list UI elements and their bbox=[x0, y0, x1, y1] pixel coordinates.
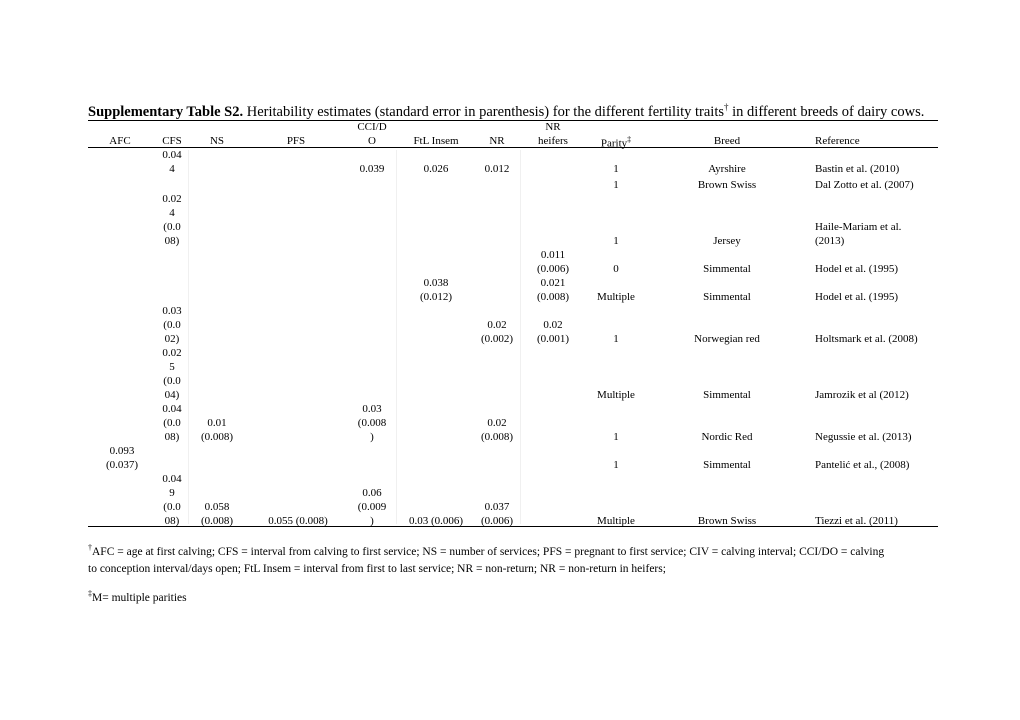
r10-ccido bbox=[348, 486, 396, 528]
caption-dagger: † bbox=[724, 102, 729, 113]
r5-ftl bbox=[405, 276, 467, 304]
r5-parity: Multiple bbox=[597, 291, 635, 303]
cell-line: Haile-Mariam et al. bbox=[815, 221, 902, 233]
cell-line: (0.037) bbox=[105, 459, 139, 471]
r10-cfs bbox=[155, 472, 189, 528]
cell-line: 0.02 bbox=[487, 319, 507, 331]
r3-breed: Jersey bbox=[713, 235, 741, 247]
header-nr-heifers bbox=[525, 120, 581, 148]
r8-cfs bbox=[155, 402, 189, 444]
header-pfs: PFS bbox=[286, 135, 306, 147]
r8-ns bbox=[195, 416, 239, 444]
r5-reference: Hodel et al. (1995) bbox=[815, 291, 899, 303]
r7-cfs bbox=[155, 346, 189, 402]
r1-ftl: 0.026 bbox=[423, 163, 449, 175]
cell-line: (0.008 bbox=[357, 417, 387, 429]
cell-line: 9 bbox=[169, 487, 175, 499]
r8-reference: Negussie et al. (2013) bbox=[815, 431, 912, 443]
footnote-parity-text: M= multiple parities bbox=[92, 592, 187, 604]
cell-line: 0.04 bbox=[162, 473, 182, 485]
header-ccido-line2: O bbox=[368, 135, 376, 147]
r8-nr bbox=[475, 416, 519, 444]
caption-text-end: in different breeds of dairy cows. bbox=[728, 104, 925, 120]
r1-parity: 1 bbox=[613, 163, 619, 175]
cell-line: (0.0 bbox=[163, 221, 181, 233]
caption-text: Heritability estimates (standard error in parenthesis) for the different fertility traits bbox=[243, 104, 725, 120]
r8-parity: 1 bbox=[613, 431, 619, 443]
cell-line: (0.006) bbox=[480, 515, 514, 527]
footnote-dagger: † bbox=[88, 543, 92, 553]
cell-line: (0.008) bbox=[536, 291, 570, 303]
header-nr-heifers-line2: heifers bbox=[538, 135, 568, 147]
cell-line: 08) bbox=[164, 515, 180, 527]
r3-reference bbox=[815, 220, 945, 248]
r6-breed: Norwegian red bbox=[694, 333, 760, 345]
r4-nr-heifers bbox=[525, 248, 581, 276]
cell-line: (0.009 bbox=[357, 501, 387, 513]
cell-line: (2013) bbox=[815, 235, 845, 247]
header-ccido bbox=[348, 120, 396, 148]
header-parity-label: Parity bbox=[600, 137, 628, 150]
r6-nr bbox=[475, 318, 519, 346]
cell-line: ) bbox=[370, 431, 374, 443]
grid-line bbox=[520, 150, 521, 524]
cell-line: 4 bbox=[169, 163, 175, 175]
r1-breed: Ayrshire bbox=[708, 163, 746, 175]
r2-parity: 1 bbox=[613, 179, 619, 191]
cell-line: 08) bbox=[164, 235, 180, 247]
top-rule bbox=[88, 120, 938, 121]
r1-cfs bbox=[155, 148, 189, 176]
header-afc: AFC bbox=[109, 135, 131, 147]
cell-line: 0.03 bbox=[362, 403, 382, 415]
r1-ccido: 0.039 bbox=[359, 163, 385, 175]
header-cfs: CFS bbox=[162, 135, 182, 147]
cell-line: ) bbox=[370, 515, 374, 527]
r5-breed: Simmental bbox=[703, 291, 751, 303]
header-ccido-line1: CCI/D bbox=[357, 121, 387, 133]
r9-reference: Pantelić et al., (2008) bbox=[815, 459, 910, 471]
cell-line: 0.01 bbox=[207, 417, 227, 429]
cell-line: 02) bbox=[164, 333, 180, 345]
cell-line: 0.03 bbox=[162, 305, 182, 317]
r7-reference: Jamrozik et al (2012) bbox=[815, 389, 909, 401]
header-breed: Breed bbox=[713, 135, 741, 147]
r8-breed: Nordic Red bbox=[701, 431, 753, 443]
r7-parity: Multiple bbox=[597, 389, 635, 401]
cell-line: (0.0 bbox=[163, 501, 181, 513]
footnote-text-2: to conception interval/days open; FtL Insem = interval from first to last service; NR = non-return; NR = non-return in heifers; bbox=[88, 563, 666, 575]
header-nr: NR bbox=[489, 135, 505, 147]
r6-cfs bbox=[155, 304, 189, 346]
header-ns: NS bbox=[209, 135, 225, 147]
cell-line: (0.002) bbox=[480, 333, 514, 345]
r10-ns bbox=[195, 500, 239, 528]
r10-ftl: 0.03 (0.006) bbox=[408, 515, 464, 527]
cell-line: 08) bbox=[164, 431, 180, 443]
r10-pfs: 0.055 (0.008) bbox=[268, 515, 328, 527]
footnote-ddagger: ‡ bbox=[88, 589, 92, 599]
r2-reference: Dal Zotto et al. (2007) bbox=[815, 179, 914, 191]
r6-nr-heifers bbox=[525, 318, 581, 346]
r3-cfs bbox=[155, 192, 189, 248]
cell-line: 04) bbox=[164, 389, 180, 401]
r6-reference: Holtsmark et al. (2008) bbox=[815, 333, 918, 345]
header-parity bbox=[590, 133, 642, 151]
caption-label: Supplementary Table S2. bbox=[88, 104, 244, 120]
r10-reference: Tiezzi et al. (2011) bbox=[815, 515, 898, 527]
footnote-parity bbox=[88, 590, 948, 607]
r8-ccido bbox=[348, 402, 396, 444]
cell-line: (0.0 bbox=[163, 319, 181, 331]
cell-line: (0.001) bbox=[536, 333, 570, 345]
cell-line: 0.04 bbox=[162, 403, 182, 415]
cell-line: (0.012) bbox=[419, 291, 453, 303]
cell-line: (0.008) bbox=[200, 431, 234, 443]
r5-nr-heifers bbox=[525, 276, 581, 304]
cell-line: 0.02 bbox=[487, 417, 507, 429]
r4-breed: Simmental bbox=[703, 263, 751, 275]
r1-nr: 0.012 bbox=[484, 163, 510, 175]
r7-breed: Simmental bbox=[703, 389, 751, 401]
footnote-abbreviations bbox=[88, 544, 948, 578]
cell-line: (0.006) bbox=[536, 263, 570, 275]
cell-line: 0.093 bbox=[109, 445, 135, 457]
r6-parity: 1 bbox=[613, 333, 619, 345]
table-caption bbox=[88, 104, 948, 121]
cell-line: (0.0 bbox=[163, 417, 181, 429]
r10-parity: Multiple bbox=[597, 515, 635, 527]
cell-line: 0.04 bbox=[162, 149, 182, 161]
cell-line: 0.037 bbox=[484, 501, 510, 513]
header-reference: Reference bbox=[815, 135, 860, 147]
header-nr-heifers-line1: NR bbox=[545, 121, 561, 133]
r9-afc bbox=[98, 444, 146, 472]
cell-line: 5 bbox=[169, 361, 175, 373]
grid-line bbox=[396, 150, 397, 524]
header-parity-mark: ‡ bbox=[627, 135, 632, 144]
cell-line: 0.06 bbox=[362, 487, 382, 499]
footnote-line1 bbox=[88, 544, 948, 561]
r9-breed: Simmental bbox=[703, 459, 751, 471]
header-ftl-insem: FtL Insem bbox=[413, 135, 459, 147]
cell-line: (0.008) bbox=[200, 515, 234, 527]
r2-breed: Brown Swiss bbox=[697, 179, 757, 191]
cell-line: (0.008) bbox=[480, 431, 514, 443]
cell-line: 0.011 bbox=[540, 249, 566, 261]
footnote-text-1: AFC = age at first calving; CFS = interval from calving to first service; NS = number of services; PFS = pregnant to first service; CIV = calving interval; CCI/DO = calving bbox=[92, 546, 885, 558]
r3-parity: 1 bbox=[613, 235, 619, 247]
cell-line: 0.02 bbox=[543, 319, 563, 331]
cell-line: 0.02 bbox=[162, 193, 182, 205]
r10-breed: Brown Swiss bbox=[697, 515, 757, 527]
r10-nr bbox=[475, 500, 519, 528]
cell-line: 0.021 bbox=[540, 277, 566, 289]
r4-parity: 0 bbox=[613, 263, 619, 275]
cell-line: 0.058 bbox=[204, 501, 230, 513]
r9-parity: 1 bbox=[613, 459, 619, 471]
cell-line: 0.02 bbox=[162, 347, 182, 359]
cell-line: (0.0 bbox=[163, 375, 181, 387]
r4-reference: Hodel et al. (1995) bbox=[815, 263, 899, 275]
r1-reference: Bastin et al. (2010) bbox=[815, 163, 900, 175]
cell-line: 4 bbox=[169, 207, 175, 219]
cell-line: 0.038 bbox=[423, 277, 449, 289]
